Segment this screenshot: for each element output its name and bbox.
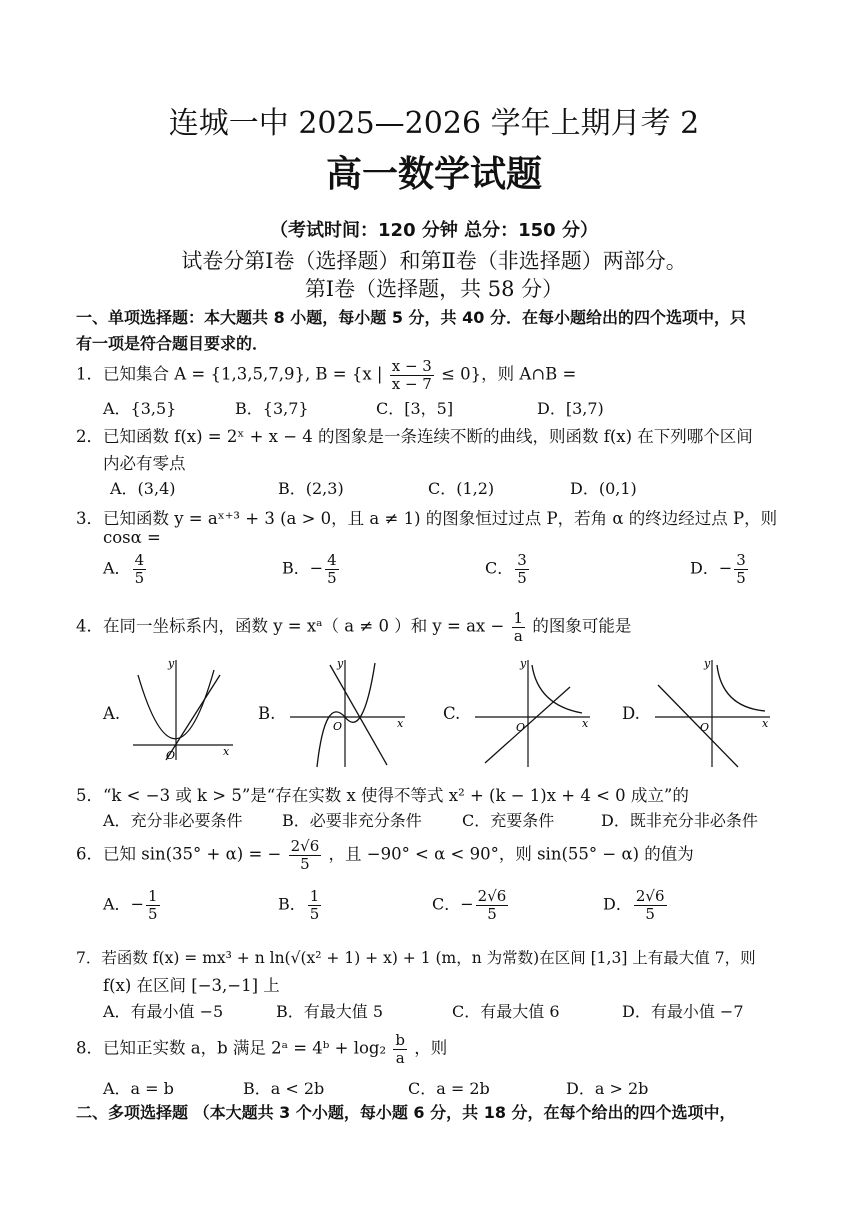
q3-option-b: B．− $\frac{4}{5}$: [282, 551, 337, 587]
question-7-line1: 7．若函数 f(x) = mx³ + n ln(√(x² + 1) + x) + 1 (m，n 为常数)在区间 [1,3] 上有最大值 7，则: [76, 949, 756, 967]
q4-option-d-label: D.: [622, 704, 640, 723]
svg-text:y: y: [520, 657, 527, 670]
svg-text:O: O: [333, 720, 343, 733]
q6-option-b: B． $\frac{1}{5}$: [278, 887, 320, 923]
q4-option-b-label: B.: [258, 704, 276, 723]
q5-option-b: B．必要非充分条件: [282, 811, 422, 830]
exam-info: （考试时间：120 分钟 总分：150 分）: [270, 220, 598, 241]
q5-option-d: D．既非充分非必条件: [601, 811, 758, 830]
svg-text:O: O: [516, 721, 526, 734]
question-2-line1: 2．已知函数 f(x) = 2ˣ + x − 4 的图象是一条连续不断的曲线，则函数 f(x) 在下列哪个区间: [76, 427, 753, 446]
q4-option-a-label: A.: [103, 704, 121, 723]
q2-option-d: D．(0,1): [570, 479, 637, 498]
q1-fraction: $\frac{x - 3}{x - 7}$: [391, 357, 432, 393]
q6-option-a: A．− $\frac{1}{5}$: [103, 887, 158, 923]
question-2-line2: 内必有零点: [103, 454, 186, 473]
volume-heading: 第Ⅰ卷（选择题，共 58 分）: [304, 277, 564, 301]
svg-text:O: O: [166, 749, 176, 762]
svg-text:O: O: [700, 721, 710, 734]
q3-option-a: A． $\frac{4}{5}$: [103, 551, 145, 587]
q7-option-d: D．有最小值 −7: [622, 1002, 744, 1021]
question-8: 8．已知正实数 a，b 满足 2ᵃ = 4ᵇ + log₂ $\frac{b}{a}$ ，则: [76, 1031, 448, 1067]
question-7-line2: f(x) 在区间 [−3,−1] 上: [103, 976, 280, 995]
q5-option-a: A．充分非必要条件: [103, 811, 243, 830]
q1-option-d: D．[3,7): [537, 399, 604, 418]
q2-option-c: C．(1,2): [428, 479, 495, 498]
q1-option-c: C．[3，5]: [376, 399, 454, 418]
q3-option-d: D．− $\frac{3}{5}$: [690, 551, 746, 587]
q5-option-c: C．充要条件: [462, 811, 555, 830]
q4-graph-a: [128, 655, 238, 765]
question-4: 4．在同一坐标系内，函数 y = xᵃ（ a ≠ 0 ）和 y = ax − $\frac{1}{a}$ 的图象可能是: [76, 609, 632, 645]
question-3-line2: cosα =: [103, 528, 161, 547]
q8-option-c: C．a = 2b: [408, 1079, 490, 1098]
question-5: 5．“k < −3 或 k > 5”是“存在实数 x 使得不等式 x² + (k − 1)x + 4 < 0 成立”的: [76, 786, 689, 805]
q1-option-b: B．{3,7}: [235, 399, 309, 418]
q4-graph-d: [650, 655, 775, 770]
question-6: 6．已知 sin(35° + α) = − $\frac{2√6}{5}$ ，且 −90° < α < 90°，则 sin(55° − α) 的值为: [76, 837, 694, 873]
exam-note: 试卷分第Ⅰ卷（选择题）和第Ⅱ卷（非选择题）两部分。: [181, 249, 687, 273]
svg-text:x: x: [397, 717, 404, 730]
q8-option-a: A．a = b: [103, 1079, 174, 1098]
svg-text:y: y: [337, 657, 344, 670]
q7-option-c: C．有最大值 6: [452, 1002, 560, 1021]
q4-option-c-label: C.: [443, 704, 461, 723]
q8-option-b: B．a < 2b: [243, 1079, 325, 1098]
q8-option-d: D．a > 2b: [566, 1079, 649, 1098]
exam-title: 连城一中 2025—2026 学年上期月考 2: [168, 106, 700, 141]
q7-option-b: B．有最大值 5: [276, 1002, 384, 1021]
q6-option-d: D． $\frac{2√6}{5}$: [603, 887, 665, 923]
q1-option-a: A．{3,5}: [103, 399, 177, 418]
question-3-line1: 3．已知函数 y = aˣ⁺³ + 3 (a > 0，且 a ≠ 1) 的图象恒过过点 P，若角 α 的终边经过点 P，则: [76, 509, 778, 528]
q4-graph-b: [285, 655, 410, 770]
exam-subtitle: 高一数学试题: [325, 153, 542, 195]
svg-text:y: y: [168, 657, 175, 670]
svg-text:x: x: [582, 717, 589, 730]
q2-option-b: B．(2,3): [278, 479, 344, 498]
question-1: 1．已知集合 A = {1,3,5,7,9}, B = {x | $\frac{x - 3}{x - 7}$ ≤ 0}，则 A∩B =: [76, 357, 577, 393]
svg-text:x: x: [223, 745, 230, 758]
svg-text:y: y: [704, 657, 711, 670]
q3-option-c: C． $\frac{3}{5}$: [485, 551, 527, 587]
section1-heading-line2: 有一项是符合题目要求的．: [76, 334, 269, 353]
svg-text:x: x: [762, 717, 769, 730]
q2-option-a: A．(3,4): [110, 479, 176, 498]
section1-heading-line1: 一、单项选择题：本大题共 8 小题，每小题 5 分，共 40 分．在每小题给出的四个选项中，只: [76, 308, 746, 327]
section2-heading: 二、多项选择题 （本大题共 3 个小题，每小题 6 分，共 18 分，在每个给出的四个选项中，: [76, 1103, 736, 1122]
q7-option-a: A．有最小值 −5: [103, 1002, 224, 1021]
q4-graph-c: [470, 655, 595, 770]
q6-option-c: C．− $\frac{2√6}{5}$: [432, 887, 507, 923]
